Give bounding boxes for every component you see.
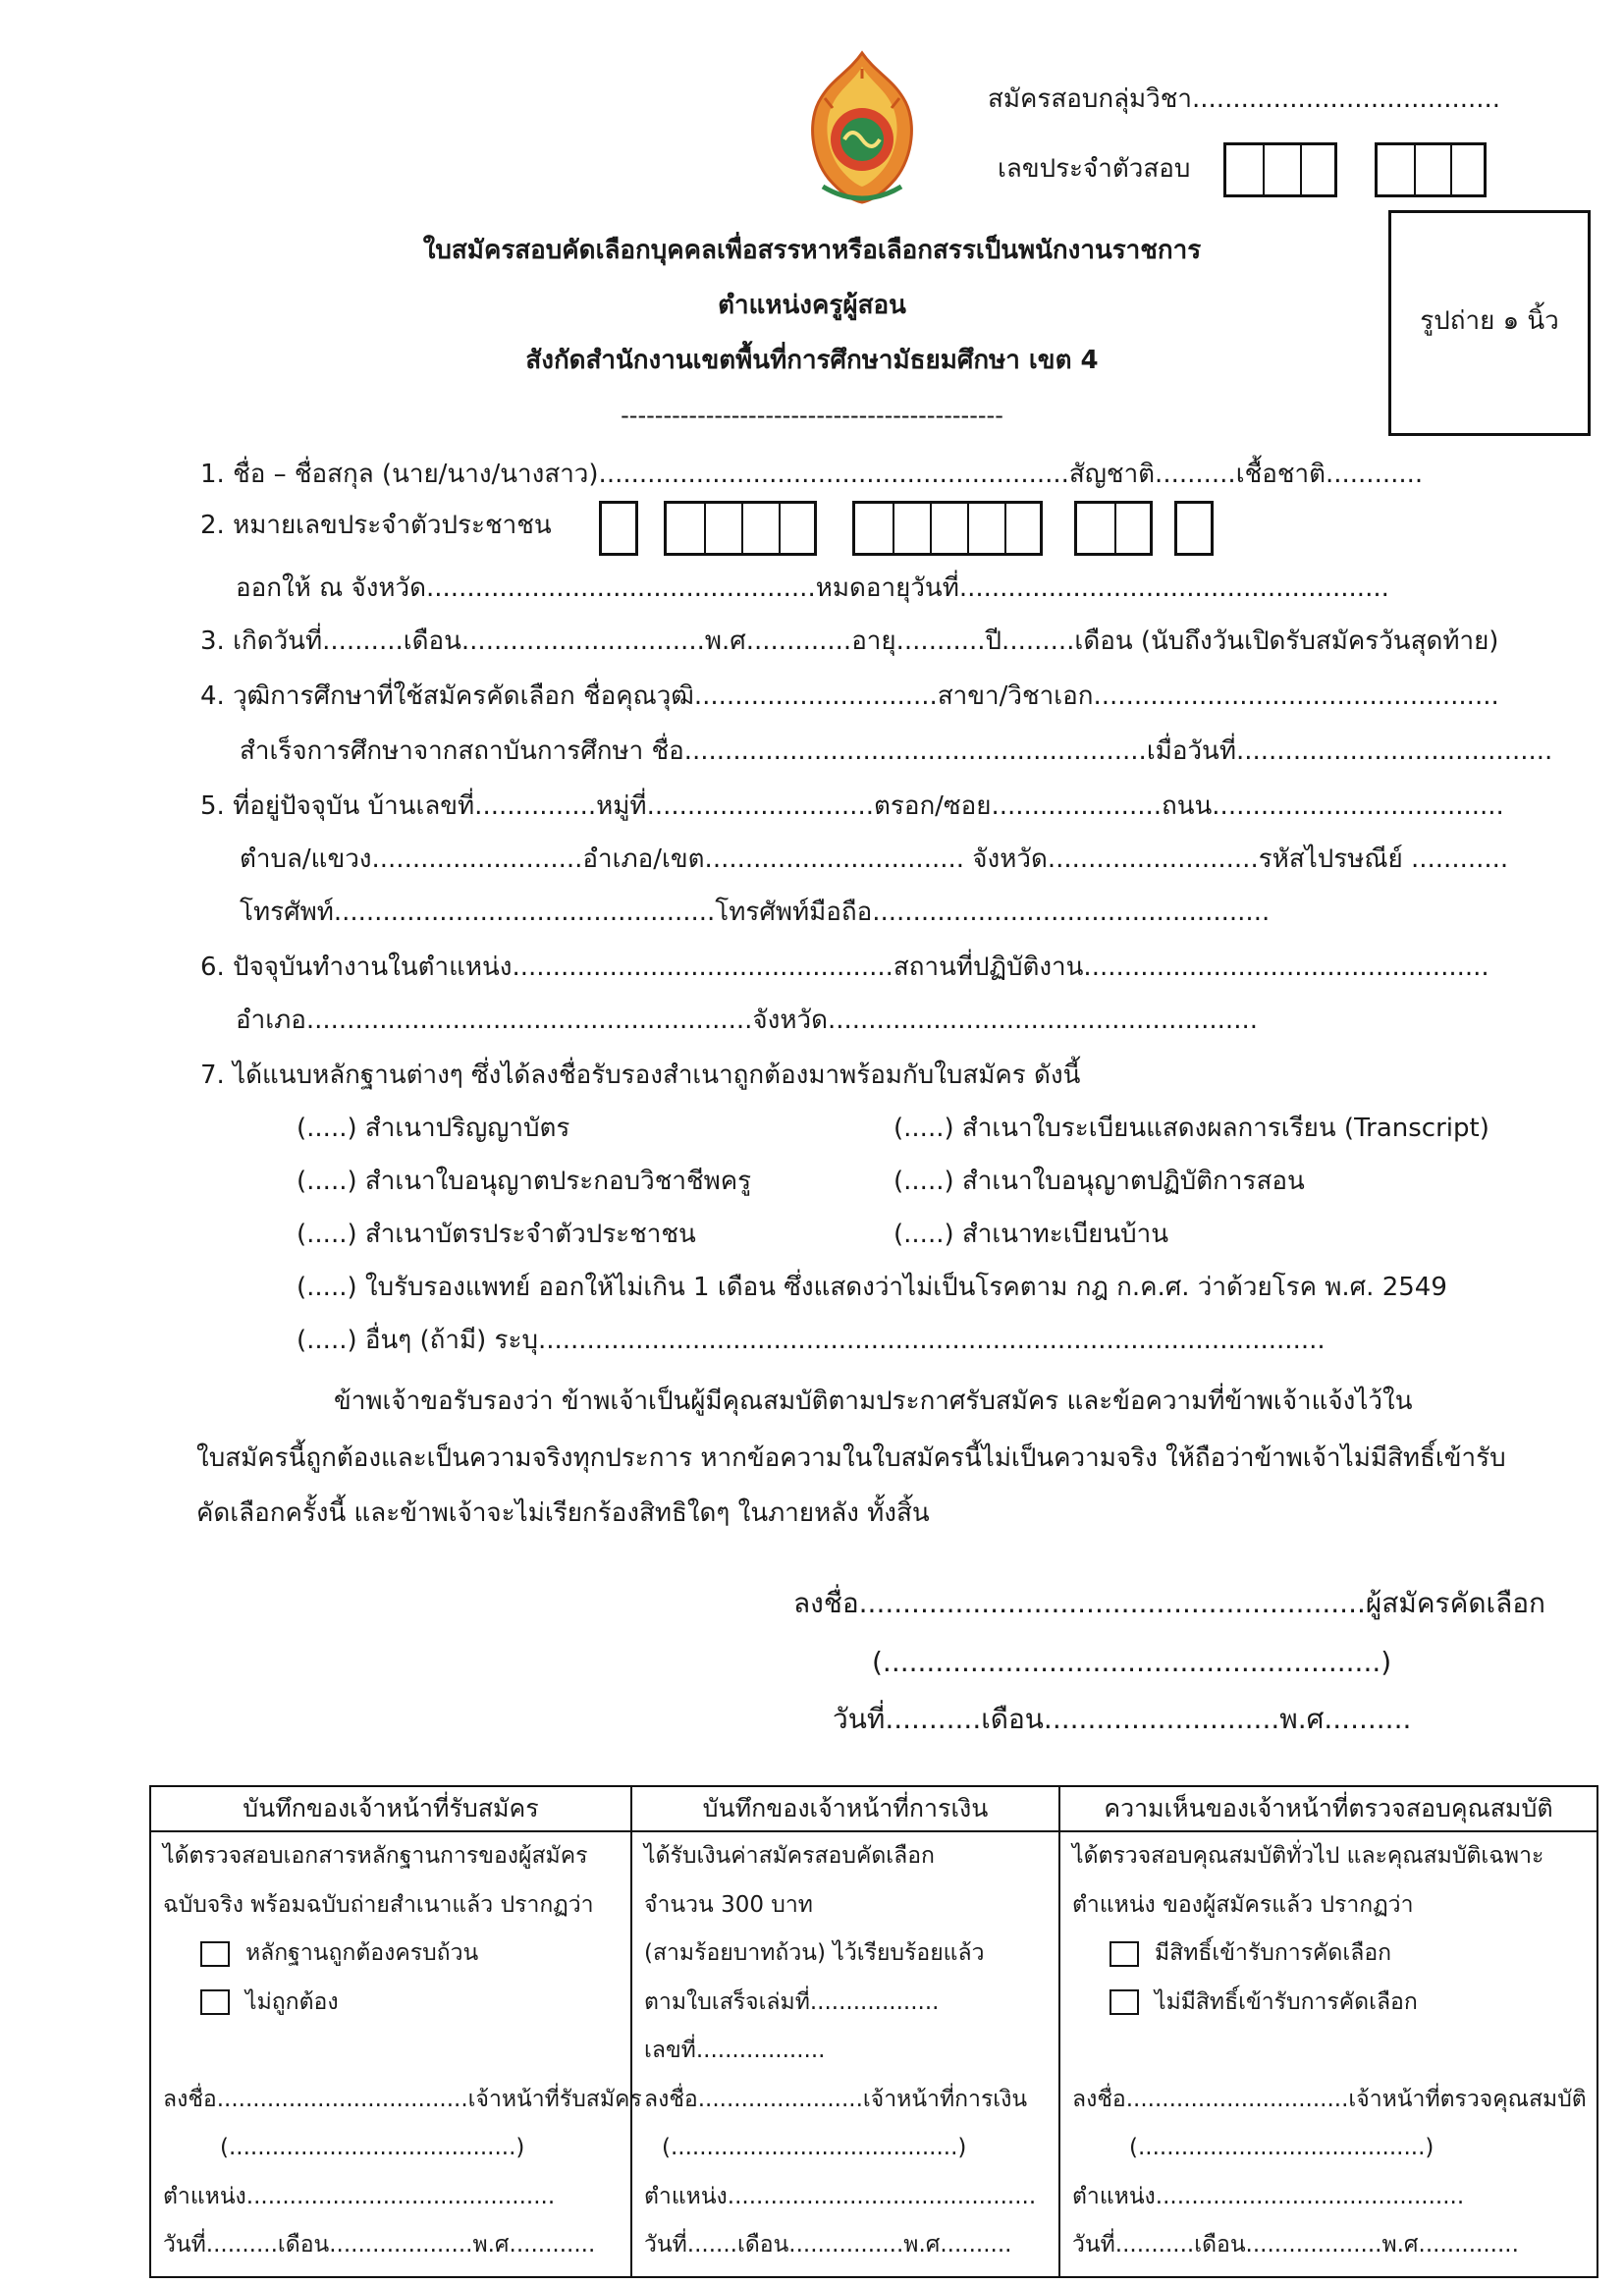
id-box-1[interactable] [599, 501, 638, 556]
exam-id-label: เลขประจำตัวสอบ [998, 154, 1191, 184]
registrar-name[interactable]: (........................................) [220, 2135, 525, 2160]
qualification-text-1: ได้ตรวจสอบคุณสมบัติทั่วไป และคุณสมบัติเฉพาะ [1072, 1843, 1544, 1869]
applicant-name[interactable]: (.........................................................) [872, 1646, 1392, 1678]
registrar-column [150, 1831, 642, 2277]
declaration-line3: คัดเลือกครั้งนี้ และข้าพเจ้าจะไม่เรียกร้องสิทธิใดๆ ในภายหลัง ทั้งสิ้น [196, 1498, 930, 1528]
qualification-option-ineligible-label: ไม่มีสิทธิ์เข้ารับการคัดเลือก [1155, 1988, 1418, 2015]
qualification-text-2: ตำแหน่ง ของผู้สมัครแล้ว ปรากฏว่า [1072, 1891, 1414, 1918]
finance-signature[interactable]: ลงชื่อ.......................เจ้าหน้าที่การเงิน [644, 2086, 1028, 2112]
finance-receipt-book[interactable]: ตามใบเสร็จเล่มที่.................. [644, 1988, 940, 2015]
qualification-field[interactable]: 4. วุฒิการศึกษาที่ใช้สมัครคัดเลือก ชื่อคุณวุฒิ..............................สาขา/วิชาเอก.................................................. [200, 681, 1499, 711]
applicant-date[interactable]: วันที่...........เดือน...........................พ.ศ.......... [833, 1703, 1412, 1735]
checkbox[interactable] [1110, 1989, 1139, 2015]
registrar-date[interactable]: วันที่..........เดือน....................พ.ศ............ [163, 2232, 596, 2258]
qualification-option-eligible-label: มีสิทธิ์เข้ารับการคัดเลือก [1155, 1940, 1392, 1966]
form-affiliation: สังกัดสำนักงานเขตพื้นที่การศึกษามัธยมศึกษา เขต 4 [525, 346, 1099, 375]
job-location-field[interactable]: อำเภอ.......................................................จังหวัด..................................................... [236, 1006, 1258, 1035]
registrar-option-complete-label: หลักฐานถูกต้องครบถ้วน [245, 1940, 479, 1966]
id-box-3[interactable] [852, 501, 1043, 556]
checkbox[interactable] [1110, 1941, 1139, 1967]
id-issue-field[interactable]: ออกให้ ณ จังหวัด................................................หมดอายุวันที่..................................................... [236, 573, 1389, 603]
id-box-4[interactable] [1074, 501, 1153, 556]
declaration-line2: ใบสมัครนี้ถูกต้องและเป็นความจริงทุกประการ หากข้อความในใบสมัครนี้ไม่เป็นความจริง ให้ถือว่าข้าพเจ้าไม่มีสิทธิ์เข้ารับ [196, 1443, 1506, 1473]
attachment-teaching-permit[interactable]: (.....) สำเนาใบอนุญาตปฏิบัติการสอน [893, 1167, 1305, 1196]
office-header-finance: บันทึกของเจ้าหน้าที่การเงิน [631, 1786, 1059, 1831]
qualification-date[interactable]: วันที่...........เดือน...................พ.ศ.............. [1072, 2232, 1519, 2258]
address-field[interactable]: 5. ที่อยู่ปัจจุบัน บ้านเลขที่...............หมู่ที่............................ตรอก/ซอย.....................ถนน.................................... [200, 791, 1504, 821]
form-position: ตำแหน่งครูผู้สอน [718, 291, 906, 320]
qualification-position[interactable]: ตำแหน่ง........................................... [1072, 2183, 1465, 2209]
photo-label: รูปถ่าย ๑ นิ้ว [1420, 306, 1559, 336]
birth-field[interactable]: 3. เกิดวันที่..........เดือน..............................พ.ศ.............อายุ...........ปี.........เดือน (นับถึงวันเปิดรับสมัครวันสุดท้าย) [200, 626, 1499, 656]
qualification-option-eligible[interactable] [1060, 1930, 1597, 1979]
exam-id-box-a[interactable] [1223, 142, 1337, 197]
registrar-text-2: ฉบับจริง พร้อมฉบับถ่ายสำเนาแล้ว ปรากฏว่า [163, 1891, 594, 1918]
finance-text-2: จำนวน 300 บาท [644, 1891, 813, 1918]
attachment-other[interactable]: (.....) อื่นๆ (ถ้ามี) ระบุ................................................................................................. [297, 1326, 1326, 1355]
registrar-signature[interactable]: ลงชื่อ...................................เจ้าหน้าที่รับสมัคร [163, 2086, 642, 2112]
address-district-field[interactable]: ตำบล/แขวง..........................อำเภอ/เขต................................ จังหวัด..........................รหัสไปรษณีย์ ............ [240, 844, 1509, 874]
registrar-option-incorrect[interactable] [151, 1979, 630, 2028]
id-box-2[interactable] [664, 501, 817, 556]
attachment-house-registration[interactable]: (.....) สำเนาทะเบียนบ้าน [893, 1220, 1168, 1249]
finance-text-1: ได้รับเงินค่าสมัครสอบคัดเลือก [644, 1843, 935, 1869]
office-use-table [149, 1785, 1598, 2278]
seal-emblem [793, 49, 931, 206]
checkbox[interactable] [200, 1989, 230, 2015]
exam-id-box-b[interactable] [1375, 142, 1487, 197]
registrar-option-complete[interactable] [151, 1930, 630, 1979]
checkbox[interactable] [200, 1941, 230, 1967]
name-field[interactable]: 1. ชื่อ – ชื่อสกุล (นาย/นาง/นางสาว)..........................................................สัญชาติ..........เชื้อชาติ............ [200, 460, 1424, 489]
finance-name[interactable]: (........................................) [662, 2135, 967, 2160]
registrar-text-1: ได้ตรวจสอบเอกสารหลักฐานการของผู้สมัคร [163, 1843, 588, 1869]
finance-position[interactable]: ตำแหน่ง........................................... [644, 2183, 1037, 2209]
id-box-5[interactable] [1174, 501, 1214, 556]
attachment-transcript[interactable]: (.....) สำเนาใบระเบียนแสดงผลการเรียน (Transcript) [893, 1114, 1489, 1143]
office-header-qualification: ความเห็นของเจ้าหน้าที่ตรวจสอบคุณสมบัติ [1059, 1786, 1597, 1831]
finance-text-3: (สามร้อยบาทถ้วน) ไว้เรียบร้อยแล้ว [644, 1940, 985, 1966]
finance-receipt-number[interactable]: เลขที่.................. [644, 2038, 826, 2063]
finance-column [631, 1831, 1059, 2277]
form-title: ใบสมัครสอบคัดเลือกบุคคลเพื่อสรรหาหรือเลือกสรรเป็นพนักงานราชการ [422, 236, 1202, 265]
institution-field[interactable]: สำเร็จการศึกษาจากสถาบันการศึกษา ชื่อ.........................................................เมื่อวันที่....................................... [240, 736, 1553, 766]
qualification-signature[interactable]: ลงชื่อ...............................เจ้าหน้าที่ตรวจคุณสมบัติ [1072, 2086, 1587, 2112]
declaration-line1: ข้าพเจ้าขอรับรองว่า ข้าพเจ้าเป็นผู้มีคุณสมบัติตามประกาศรับสมัคร และข้อความที่ข้าพเจ้าแจ้งไว้ใน [334, 1387, 1413, 1416]
attachment-teacher-license[interactable]: (.....) สำเนาใบอนุญาตประกอบวิชาชีพครู [297, 1167, 752, 1196]
current-job-field[interactable]: 6. ปัจจุบันทำงานในตำแหน่ง...............................................สถานที่ปฏิบัติงาน.................................................. [200, 952, 1489, 982]
title-divider: --------------------------------------------- [621, 402, 1003, 429]
attachment-id-card[interactable]: (.....) สำเนาบัตรประจำตัวประชาชน [297, 1220, 696, 1249]
qualification-option-ineligible[interactable] [1060, 1979, 1597, 2028]
subject-group-field[interactable]: สมัครสอบกลุ่มวิชา...................................... [988, 84, 1501, 114]
registrar-option-incorrect-label: ไม่ถูกต้อง [245, 1988, 339, 2015]
qualification-name[interactable]: (........................................) [1129, 2135, 1435, 2160]
qualification-column [1059, 1831, 1597, 2277]
office-header-registrar: บันทึกของเจ้าหน้าที่รับสมัคร [150, 1786, 631, 1831]
finance-date[interactable]: วันที่.......เดือน................พ.ศ.......... [644, 2232, 1012, 2258]
id-number-label: 2. หมายเลขประจำตัวประชาชน [200, 511, 552, 540]
attachments-heading: 7. ได้แนบหลักฐานต่างๆ ซึ่งได้ลงชื่อรับรองสำเนาถูกต้องมาพร้อมกับใบสมัคร ดังนี้ [200, 1061, 1081, 1090]
attachment-degree[interactable]: (.....) สำเนาปริญญาบัตร [297, 1114, 570, 1143]
phone-field[interactable]: โทรศัพท์...............................................โทรศัพท์มือถือ................................................. [240, 898, 1271, 927]
attachment-medical-cert[interactable]: (.....) ใบรับรองแพทย์ ออกให้ไม่เกิน 1 เดือน ซึ่งแสดงว่าไม่เป็นโรคตาม กฎ ก.ค.ศ. ว่าด้วยโรค พ.ศ. 2549 [297, 1273, 1447, 1302]
applicant-signature[interactable]: ลงชื่อ..........................................................ผู้สมัครคัดเลือก [793, 1587, 1546, 1619]
registrar-position[interactable]: ตำแหน่ง........................................... [163, 2183, 556, 2209]
